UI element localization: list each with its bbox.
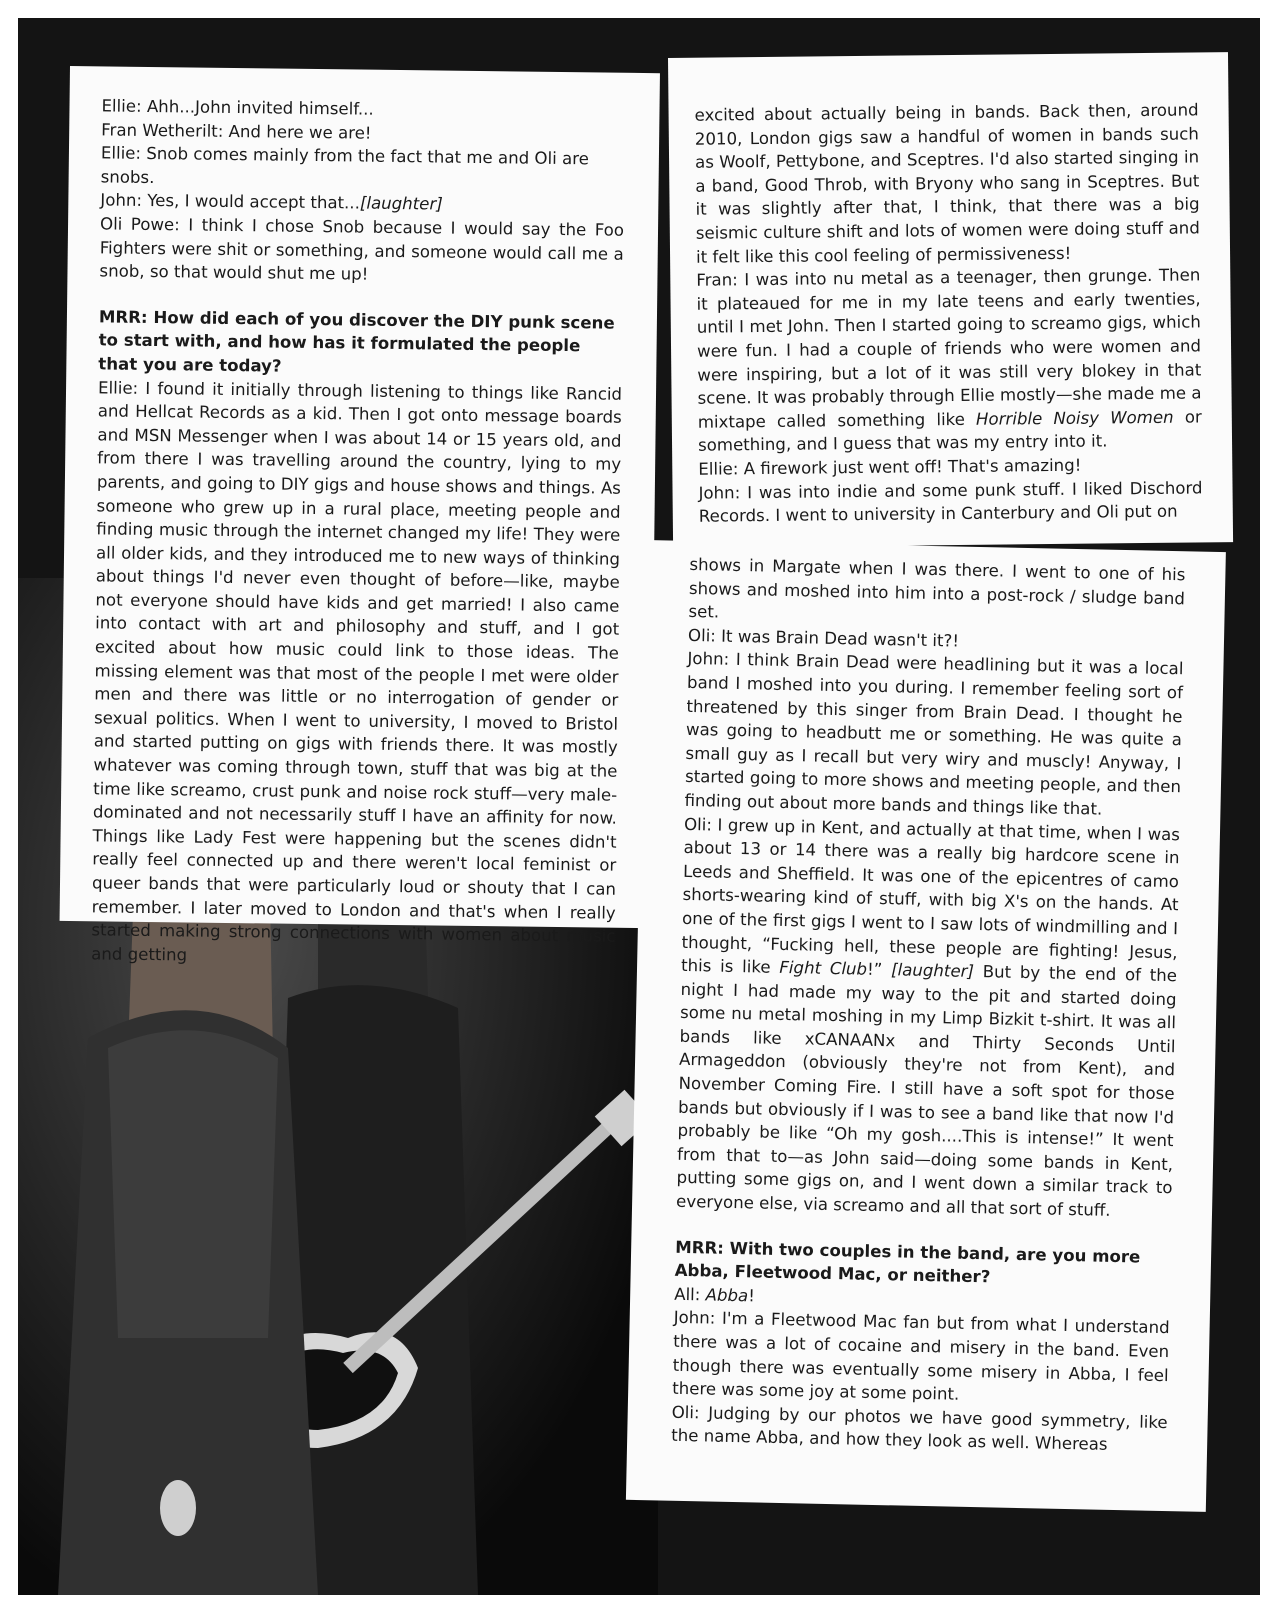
intro-line: Ellie: Snob comes mainly from the fact that me and Oli are snobs. bbox=[100, 143, 589, 187]
right-top-text-panel bbox=[668, 52, 1233, 548]
mixtape-title: Horrible Noisy Women bbox=[975, 407, 1174, 429]
intro-line: Ellie: Ahh...John invited himself... bbox=[101, 96, 374, 119]
page-frame bbox=[18, 18, 1260, 1595]
ellie-firework-line: Ellie: A firework just went off! That's amazing! bbox=[698, 455, 1082, 479]
john-accept-text: John: Yes, I would accept that... bbox=[100, 190, 361, 213]
oli-kent-paragraph: Oli: I grew up in Kent, and actually at that time, when I was about 13 or 14 there was a really big hardcore scene in Leeds and Sheffield. It was one of the epicentres of camo shorts-wearing kind of stuff, with big X's on the hands. At one of the first gigs I went to I saw lots of windmilling and I thought, “Fucking hell, these people are fighting! Jesus, this is like Fight Club!” [laughter] But by the end of the night I had made my way to the pit and started doing some nu metal moshing in my Limp Bizkit t-shirt. It was all bands like xCANAANx and Thirty Seconds Until Armageddon (obviously they're not from Kent), and November Coming Fire. I still have a soft spot for those bands but obviously if I was to see a band like that now I'd probably be like “Oh my gosh....This is intense!” It went from that to—as John said—doing some bands in Kent, putting some gigs on, and I went down a similar track to everyone else, via screamo and all that sort of stuff. bbox=[675, 814, 1181, 1220]
fran-answer-paragraph: Fran: I was into nu metal as a teenager, then grunge. Then it plateaued for me in my late teens and early twenties, until I met John. Then I started going to screamo gigs, which were fun. I had a couple of friends who were women and were inspiring, but a lot of it was still very blokey in that scene. It was probably through Ellie mostly—she made me a mixtape called something like Horrible Noisy Women or something, and I guess that was my entry into it. bbox=[696, 265, 1202, 456]
laughter-tag: [laughter] bbox=[890, 960, 975, 982]
fight-club-title: Fight Club bbox=[779, 957, 868, 979]
all-answer-line: All: Abba! bbox=[674, 1284, 756, 1306]
right-bottom-text-panel bbox=[626, 540, 1226, 1512]
oli-brain-dead-line: Oli: It was Brain Dead wasn't it?! bbox=[687, 625, 960, 651]
john-continuation-paragraph: shows in Margate when I was there. I went to one of his shows and moshed into him into a post-rock / sludge band set. bbox=[688, 554, 1186, 622]
john-abba-paragraph: John: I'm a Fleetwood Mac fan but from what I understand there was a lot of cocaine and misery in the band. Even though there was eventually some misery in Abba, I feel there was some joy at some point. bbox=[672, 1308, 1170, 1404]
laughter-tag: [laughter] bbox=[359, 193, 443, 214]
oli-symmetry-paragraph: Oli: Judging by our photos we have good symmetry, like the name Abba, and how they look as well. Whereas bbox=[671, 1402, 1168, 1455]
john-brain-dead-paragraph: John: I think Brain Dead were headlining but it was a local band I moshed into you during. I remember feeling sort of threatened by this singer from Brain Dead. I thought he was going to headbutt me or something. He was quite a small guy as I recall but very wiry and muscly! Anyway, I started going to more shows and meeting people, and then finding out about more bands and things like that. bbox=[684, 649, 1184, 819]
question-heading: MRR: How did each of you discover the DIY punk scene to start with, and how has it formulated the people that you are today? bbox=[98, 307, 615, 376]
question-heading: MRR: With two couples in the band, are you more Abba, Fleetwood Mac, or neither? bbox=[674, 1237, 1141, 1287]
ellie-answer-paragraph: Ellie: I found it initially through listening to things like Rancid and Hellcat Records as a kid. Then I got onto message boards and MSN Messenger when I was about 14 or 15 years old, and from there I was travelling around the country, lying to my parents, and going to DIY gigs and house shows and things. As someone who grew up in a rural place, meeting people and finding music through the internet changed my life! They were all older kids, and they introduced me to new ways of thinking about things I'd never even thought of before—like, maybe not everyone should have kids and get married! I also came into contact with art and philosophy and stuff, and I got excited about how music could link to those ideas. The missing element was that most of the people I met were older men and there was little or no interrogation of gender or sexual politics. When I went to university, I moved to Bristol and started putting on gigs with friends there. It was mostly whatever was coming through town, stuff that was big at the time like screamo, crust punk and noise rock stuff—very male-dominated and not necessarily stuff I have an affinity for now. Things like Lady Fest were happening but the scenes didn't really feel connected up and there weren't local feminist or queer bands that were particularly loud or shouty that I can remember. I later moved to London and that's when I really started making strong connections with women about music and getting bbox=[91, 377, 623, 965]
ellie-continuation-paragraph: excited about actually being in bands. Back then, around 2010, London gigs saw a handful of women in bands such as Woolf, Pettybone, and Sceptres. I'd also started singing in a band, Good Throb, with Bryony who sang in Sceptres. But it was slightly after that, I think, that there was a big seismic culture shift and lots of women were doing stuff and it felt like this cool feeling of permissiveness! bbox=[694, 100, 1200, 267]
intro-line: Fran Wetherilt: And here we are! bbox=[101, 119, 372, 143]
oli-snob-paragraph: Oli Powe: I think I chose Snob because I would say the Foo Fighters were shit or something, and someone would call me a snob, so that would shut me up! bbox=[99, 214, 625, 284]
left-text-panel bbox=[60, 66, 660, 965]
john-answer-paragraph: John: I was into indie and some punk stuff. I liked Dischord Records. I went to university in Canterbury and Oli put on bbox=[698, 477, 1203, 526]
